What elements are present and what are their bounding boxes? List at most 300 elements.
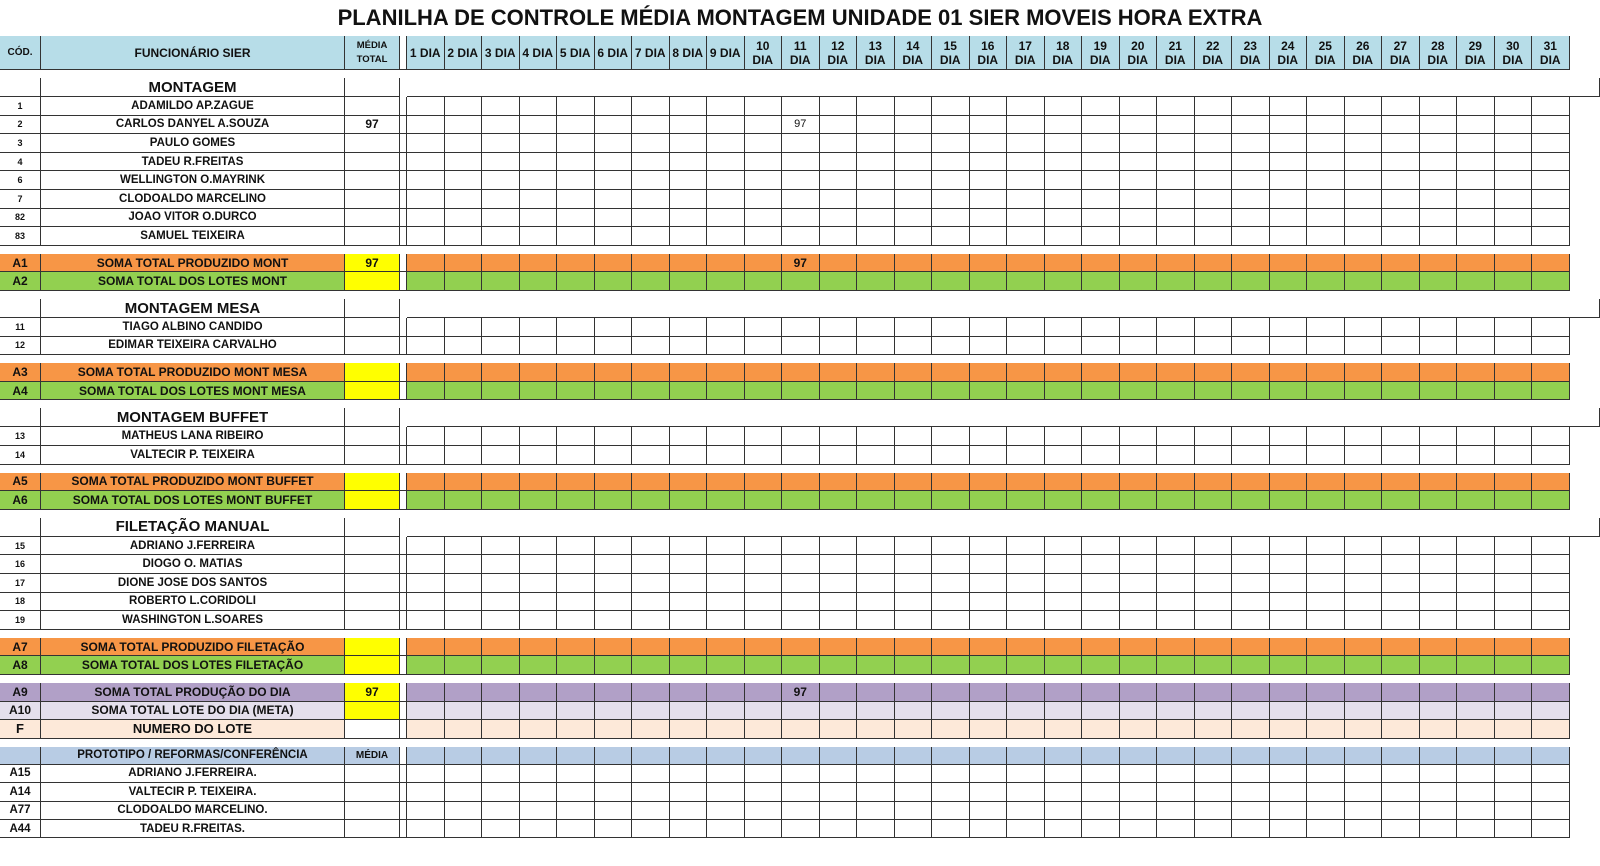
day-cell[interactable] — [1532, 537, 1570, 556]
day-cell[interactable] — [1382, 783, 1420, 801]
day-cell[interactable] — [1382, 656, 1420, 675]
day-cell[interactable] — [1045, 702, 1083, 721]
day-cell[interactable] — [520, 783, 558, 801]
section-title[interactable]: MONTAGEM — [41, 78, 345, 97]
day-cell[interactable] — [970, 116, 1008, 135]
col-header-day[interactable]: 28 DIA — [1420, 36, 1458, 70]
day-cell[interactable] — [1232, 363, 1270, 382]
day-cell[interactable] — [1532, 318, 1570, 337]
day-cell[interactable] — [1045, 209, 1083, 228]
day-cell[interactable] — [1082, 820, 1120, 838]
employee-name[interactable]: WELLINGTON O.MAYRINK — [41, 171, 345, 190]
day-cell[interactable] — [520, 318, 558, 337]
day-cell[interactable] — [1495, 227, 1533, 246]
day-cell[interactable] — [1007, 783, 1045, 801]
day-cell[interactable] — [745, 97, 783, 116]
day-cell[interactable] — [1495, 190, 1533, 209]
day-cell[interactable]: 97 — [782, 683, 820, 702]
day-cell[interactable] — [1045, 683, 1083, 702]
day-cell[interactable] — [1195, 537, 1233, 556]
day-cell[interactable] — [1270, 363, 1308, 382]
day-cell[interactable] — [707, 702, 745, 721]
employee-cod[interactable]: 15 — [0, 537, 41, 556]
day-cell[interactable] — [857, 765, 895, 783]
section-title[interactable]: MONTAGEM BUFFET — [41, 408, 345, 427]
day-cell[interactable] — [1307, 190, 1345, 209]
day-cell[interactable] — [820, 97, 858, 116]
day-cell[interactable] — [407, 272, 445, 291]
day-cell[interactable] — [632, 656, 670, 675]
day-cell[interactable] — [857, 720, 895, 739]
day-cell[interactable] — [1420, 363, 1458, 382]
day-cell[interactable] — [1420, 171, 1458, 190]
day-cell[interactable] — [745, 134, 783, 153]
prototype-avg[interactable] — [345, 802, 400, 820]
day-cell[interactable] — [445, 209, 483, 228]
day-cell[interactable] — [445, 611, 483, 630]
col-header-day[interactable]: 1 DIA — [407, 36, 445, 70]
day-cell[interactable] — [1007, 134, 1045, 153]
summary-cod[interactable]: A3 — [0, 363, 41, 382]
day-cell[interactable] — [820, 382, 858, 401]
day-cell[interactable] — [520, 363, 558, 382]
day-cell[interactable] — [1457, 190, 1495, 209]
day-cell[interactable] — [407, 382, 445, 401]
day-cell[interactable] — [1195, 765, 1233, 783]
day-cell[interactable] — [482, 190, 520, 209]
day-cell[interactable] — [1382, 446, 1420, 465]
day-cell[interactable] — [557, 574, 595, 593]
prototype-cod[interactable]: A14 — [0, 783, 41, 801]
day-cell[interactable] — [670, 638, 708, 657]
summary-name[interactable]: NUMERO DO LOTE — [41, 720, 345, 739]
day-cell[interactable] — [1382, 702, 1420, 721]
day-cell[interactable] — [1082, 765, 1120, 783]
day-cell[interactable] — [520, 97, 558, 116]
day-cell[interactable] — [1045, 153, 1083, 172]
day-cell[interactable] — [745, 153, 783, 172]
day-cell[interactable] — [1120, 820, 1158, 838]
day-cell[interactable] — [1495, 473, 1533, 492]
day-cell[interactable] — [1045, 473, 1083, 492]
day-cell[interactable] — [557, 555, 595, 574]
day-cell[interactable] — [1532, 702, 1570, 721]
day-cell[interactable] — [1345, 555, 1383, 574]
day-cell[interactable] — [632, 171, 670, 190]
day-cell[interactable] — [1232, 555, 1270, 574]
day-cell[interactable] — [1457, 134, 1495, 153]
day-cell[interactable] — [1345, 318, 1383, 337]
day-cell[interactable] — [1382, 537, 1420, 556]
day-cell[interactable] — [1082, 555, 1120, 574]
day-cell[interactable] — [707, 683, 745, 702]
day-cell[interactable] — [932, 611, 970, 630]
day-cell[interactable] — [1045, 555, 1083, 574]
day-cell[interactable] — [1120, 382, 1158, 401]
employee-cod[interactable]: 14 — [0, 446, 41, 465]
day-cell[interactable] — [857, 491, 895, 510]
day-cell[interactable] — [520, 593, 558, 612]
day-cell[interactable] — [1270, 337, 1308, 356]
day-cell[interactable] — [1082, 720, 1120, 739]
day-cell[interactable] — [557, 272, 595, 291]
day-cell[interactable] — [520, 254, 558, 273]
day-cell[interactable] — [445, 593, 483, 612]
employee-avg[interactable] — [345, 153, 400, 172]
day-cell[interactable] — [1045, 638, 1083, 657]
day-cell[interactable] — [595, 209, 633, 228]
day-cell[interactable] — [1270, 116, 1308, 135]
day-cell[interactable] — [1120, 747, 1158, 765]
day-cell[interactable] — [1270, 134, 1308, 153]
day-cell[interactable] — [1007, 272, 1045, 291]
day-cell[interactable] — [745, 593, 783, 612]
day-cell[interactable] — [1120, 337, 1158, 356]
day-cell[interactable] — [1420, 593, 1458, 612]
day-cell[interactable] — [520, 720, 558, 739]
day-cell[interactable] — [632, 820, 670, 838]
day-cell[interactable] — [1495, 209, 1533, 228]
day-cell[interactable] — [407, 702, 445, 721]
day-cell[interactable] — [745, 427, 783, 446]
day-cell[interactable] — [632, 254, 670, 273]
day-cell[interactable] — [782, 446, 820, 465]
day-cell[interactable] — [1120, 537, 1158, 556]
day-cell[interactable] — [1120, 783, 1158, 801]
day-cell[interactable] — [1045, 272, 1083, 291]
day-cell[interactable] — [407, 747, 445, 765]
day-cell[interactable] — [520, 656, 558, 675]
day-cell[interactable] — [670, 491, 708, 510]
day-cell[interactable] — [1082, 171, 1120, 190]
day-cell[interactable] — [745, 363, 783, 382]
day-cell[interactable] — [857, 802, 895, 820]
day-cell[interactable] — [1495, 427, 1533, 446]
day-cell[interactable] — [1532, 683, 1570, 702]
day-cell[interactable] — [970, 318, 1008, 337]
day-cell[interactable] — [557, 593, 595, 612]
day-cell[interactable] — [1307, 683, 1345, 702]
day-cell[interactable] — [970, 491, 1008, 510]
day-cell[interactable] — [820, 765, 858, 783]
day-cell[interactable] — [1270, 153, 1308, 172]
day-cell[interactable] — [445, 820, 483, 838]
day-cell[interactable] — [445, 720, 483, 739]
employee-cod[interactable]: 11 — [0, 318, 41, 337]
day-cell[interactable] — [1007, 337, 1045, 356]
day-cell[interactable] — [745, 702, 783, 721]
day-cell[interactable] — [557, 190, 595, 209]
day-cell[interactable] — [1382, 272, 1420, 291]
day-cell[interactable] — [782, 537, 820, 556]
day-cell[interactable] — [970, 190, 1008, 209]
day-cell[interactable] — [745, 555, 783, 574]
day-cell[interactable] — [1157, 153, 1195, 172]
day-cell[interactable] — [932, 820, 970, 838]
day-cell[interactable] — [1195, 382, 1233, 401]
day-cell[interactable] — [1195, 427, 1233, 446]
day-cell[interactable] — [520, 171, 558, 190]
day-cell[interactable] — [520, 820, 558, 838]
day-cell[interactable]: 97 — [782, 116, 820, 135]
day-cell[interactable] — [557, 611, 595, 630]
day-cell[interactable] — [670, 783, 708, 801]
day-cell[interactable] — [932, 116, 970, 135]
day-cell[interactable] — [1457, 720, 1495, 739]
day-cell[interactable] — [1195, 209, 1233, 228]
day-cell[interactable] — [1120, 153, 1158, 172]
day-cell[interactable] — [482, 363, 520, 382]
day-cell[interactable] — [820, 153, 858, 172]
day-cell[interactable] — [482, 382, 520, 401]
day-cell[interactable] — [1532, 555, 1570, 574]
day-cell[interactable] — [1345, 272, 1383, 291]
day-cell[interactable] — [670, 683, 708, 702]
day-cell[interactable] — [1195, 638, 1233, 657]
day-cell[interactable] — [782, 765, 820, 783]
day-cell[interactable] — [895, 702, 933, 721]
day-cell[interactable] — [1495, 337, 1533, 356]
day-cell[interactable] — [520, 473, 558, 492]
day-cell[interactable] — [1457, 227, 1495, 246]
day-cell[interactable] — [1420, 190, 1458, 209]
day-cell[interactable] — [1195, 153, 1233, 172]
day-cell[interactable] — [1307, 820, 1345, 838]
day-cell[interactable] — [1345, 747, 1383, 765]
section-cod-cell[interactable] — [0, 518, 41, 537]
day-cell[interactable] — [745, 190, 783, 209]
day-cell[interactable] — [520, 382, 558, 401]
day-cell[interactable] — [1532, 611, 1570, 630]
day-cell[interactable] — [445, 363, 483, 382]
day-cell[interactable] — [857, 171, 895, 190]
day-cell[interactable] — [1045, 593, 1083, 612]
day-cell[interactable] — [407, 427, 445, 446]
day-cell[interactable] — [595, 427, 633, 446]
employee-name[interactable]: TADEU R.FREITAS — [41, 153, 345, 172]
day-cell[interactable] — [1120, 593, 1158, 612]
day-cell[interactable] — [520, 134, 558, 153]
employee-name[interactable]: DIOGO O. MATIAS — [41, 555, 345, 574]
day-cell[interactable] — [820, 656, 858, 675]
day-cell[interactable] — [1270, 227, 1308, 246]
day-cell[interactable] — [595, 802, 633, 820]
day-cell[interactable] — [1382, 97, 1420, 116]
day-cell[interactable] — [1382, 747, 1420, 765]
day-cell[interactable] — [745, 783, 783, 801]
day-cell[interactable] — [1232, 209, 1270, 228]
day-cell[interactable] — [1120, 555, 1158, 574]
day-cell[interactable] — [932, 254, 970, 273]
summary-cod[interactable]: A8 — [0, 656, 41, 675]
day-cell[interactable] — [1157, 427, 1195, 446]
day-cell[interactable] — [820, 593, 858, 612]
prototype-name[interactable]: TADEU R.FREITAS. — [41, 820, 345, 838]
day-cell[interactable] — [1007, 318, 1045, 337]
day-cell[interactable] — [1457, 153, 1495, 172]
day-cell[interactable] — [820, 446, 858, 465]
day-cell[interactable] — [1382, 765, 1420, 783]
day-cell[interactable] — [1495, 153, 1533, 172]
day-cell[interactable] — [670, 318, 708, 337]
day-cell[interactable] — [782, 473, 820, 492]
day-cell[interactable] — [407, 820, 445, 838]
day-cell[interactable] — [820, 318, 858, 337]
summary-name[interactable]: SOMA TOTAL PRODUÇÃO DO DIA — [41, 683, 345, 702]
day-cell[interactable] — [1082, 537, 1120, 556]
day-cell[interactable] — [1232, 683, 1270, 702]
day-cell[interactable] — [1532, 116, 1570, 135]
day-cell[interactable] — [707, 318, 745, 337]
day-cell[interactable] — [407, 656, 445, 675]
day-cell[interactable] — [632, 134, 670, 153]
day-cell[interactable] — [632, 116, 670, 135]
col-header-day[interactable]: 2 DIA — [445, 36, 483, 70]
day-cell[interactable] — [820, 209, 858, 228]
day-cell[interactable] — [1420, 638, 1458, 657]
day-cell[interactable] — [1382, 190, 1420, 209]
day-cell[interactable] — [970, 820, 1008, 838]
col-header-day[interactable]: 13 DIA — [857, 36, 895, 70]
day-cell[interactable] — [970, 382, 1008, 401]
day-cell[interactable] — [895, 537, 933, 556]
day-cell[interactable] — [632, 227, 670, 246]
day-cell[interactable] — [970, 783, 1008, 801]
day-cell[interactable] — [1532, 171, 1570, 190]
day-cell[interactable] — [1157, 537, 1195, 556]
day-cell[interactable] — [1082, 802, 1120, 820]
day-cell[interactable] — [820, 134, 858, 153]
day-cell[interactable] — [1457, 702, 1495, 721]
day-cell[interactable] — [782, 427, 820, 446]
employee-avg[interactable] — [345, 171, 400, 190]
day-cell[interactable] — [1457, 116, 1495, 135]
day-cell[interactable] — [482, 702, 520, 721]
day-cell[interactable] — [482, 638, 520, 657]
day-cell[interactable] — [1195, 190, 1233, 209]
day-cell[interactable] — [1532, 574, 1570, 593]
day-cell[interactable] — [970, 611, 1008, 630]
day-cell[interactable] — [1082, 747, 1120, 765]
day-cell[interactable] — [407, 171, 445, 190]
day-cell[interactable] — [782, 227, 820, 246]
col-header-day[interactable]: 24 DIA — [1270, 36, 1308, 70]
day-cell[interactable] — [1232, 593, 1270, 612]
day-cell[interactable] — [895, 134, 933, 153]
day-cell[interactable] — [1457, 97, 1495, 116]
day-cell[interactable] — [932, 783, 970, 801]
day-cell[interactable] — [632, 272, 670, 291]
day-cell[interactable] — [1532, 446, 1570, 465]
day-cell[interactable] — [857, 190, 895, 209]
day-cell[interactable] — [1420, 765, 1458, 783]
day-cell[interactable] — [745, 656, 783, 675]
day-cell[interactable] — [1345, 537, 1383, 556]
day-cell[interactable] — [1532, 337, 1570, 356]
employee-name[interactable]: PAULO GOMES — [41, 134, 345, 153]
day-cell[interactable] — [632, 683, 670, 702]
day-cell[interactable] — [595, 97, 633, 116]
day-cell[interactable] — [707, 254, 745, 273]
day-cell[interactable] — [1232, 747, 1270, 765]
day-cell[interactable] — [932, 171, 970, 190]
day-cell[interactable] — [1270, 720, 1308, 739]
day-cell[interactable] — [745, 446, 783, 465]
day-cell[interactable] — [595, 116, 633, 135]
day-cell[interactable] — [1270, 171, 1308, 190]
day-cell[interactable] — [670, 427, 708, 446]
day-cell[interactable] — [1157, 272, 1195, 291]
day-cell[interactable] — [632, 783, 670, 801]
day-cell[interactable] — [1195, 272, 1233, 291]
day-cell[interactable] — [1270, 656, 1308, 675]
day-cell[interactable] — [1270, 820, 1308, 838]
day-cell[interactable] — [1495, 574, 1533, 593]
day-cell[interactable] — [1007, 491, 1045, 510]
day-cell[interactable] — [595, 190, 633, 209]
day-cell[interactable] — [1495, 765, 1533, 783]
day-cell[interactable] — [1420, 656, 1458, 675]
day-cell[interactable] — [632, 802, 670, 820]
day-cell[interactable] — [707, 134, 745, 153]
day-cell[interactable] — [1307, 720, 1345, 739]
day-cell[interactable] — [445, 254, 483, 273]
day-cell[interactable] — [1307, 765, 1345, 783]
day-cell[interactable] — [595, 227, 633, 246]
day-cell[interactable] — [1082, 97, 1120, 116]
day-cell[interactable] — [1382, 227, 1420, 246]
day-cell[interactable] — [745, 574, 783, 593]
day-cell[interactable] — [1420, 318, 1458, 337]
day-cell[interactable] — [1082, 611, 1120, 630]
day-cell[interactable] — [1345, 171, 1383, 190]
day-cell[interactable] — [932, 227, 970, 246]
day-cell[interactable] — [1382, 683, 1420, 702]
day-cell[interactable] — [407, 153, 445, 172]
day-cell[interactable] — [407, 491, 445, 510]
day-cell[interactable] — [782, 574, 820, 593]
day-cell[interactable] — [1270, 382, 1308, 401]
day-cell[interactable] — [707, 272, 745, 291]
day-cell[interactable] — [970, 765, 1008, 783]
col-header-day[interactable]: 17 DIA — [1007, 36, 1045, 70]
day-cell[interactable] — [445, 783, 483, 801]
day-cell[interactable] — [1495, 593, 1533, 612]
day-cell[interactable] — [670, 802, 708, 820]
day-cell[interactable] — [1082, 227, 1120, 246]
section-avg-cell[interactable] — [345, 518, 400, 537]
day-cell[interactable] — [670, 574, 708, 593]
day-cell[interactable] — [1457, 491, 1495, 510]
day-cell[interactable] — [445, 446, 483, 465]
employee-cod[interactable]: 16 — [0, 555, 41, 574]
day-cell[interactable] — [895, 593, 933, 612]
day-cell[interactable] — [820, 491, 858, 510]
day-cell[interactable] — [1345, 254, 1383, 273]
day-cell[interactable] — [895, 555, 933, 574]
day-cell[interactable] — [970, 683, 1008, 702]
summary-name[interactable]: SOMA TOTAL DOS LOTES MONT BUFFET — [41, 491, 345, 510]
day-cell[interactable] — [1382, 153, 1420, 172]
day-cell[interactable] — [1232, 783, 1270, 801]
col-header-day[interactable]: 31 DIA — [1532, 36, 1570, 70]
day-cell[interactable] — [482, 97, 520, 116]
employee-avg[interactable] — [345, 318, 400, 337]
day-cell[interactable] — [557, 427, 595, 446]
day-cell[interactable] — [932, 97, 970, 116]
employee-avg[interactable] — [345, 537, 400, 556]
day-cell[interactable] — [595, 382, 633, 401]
